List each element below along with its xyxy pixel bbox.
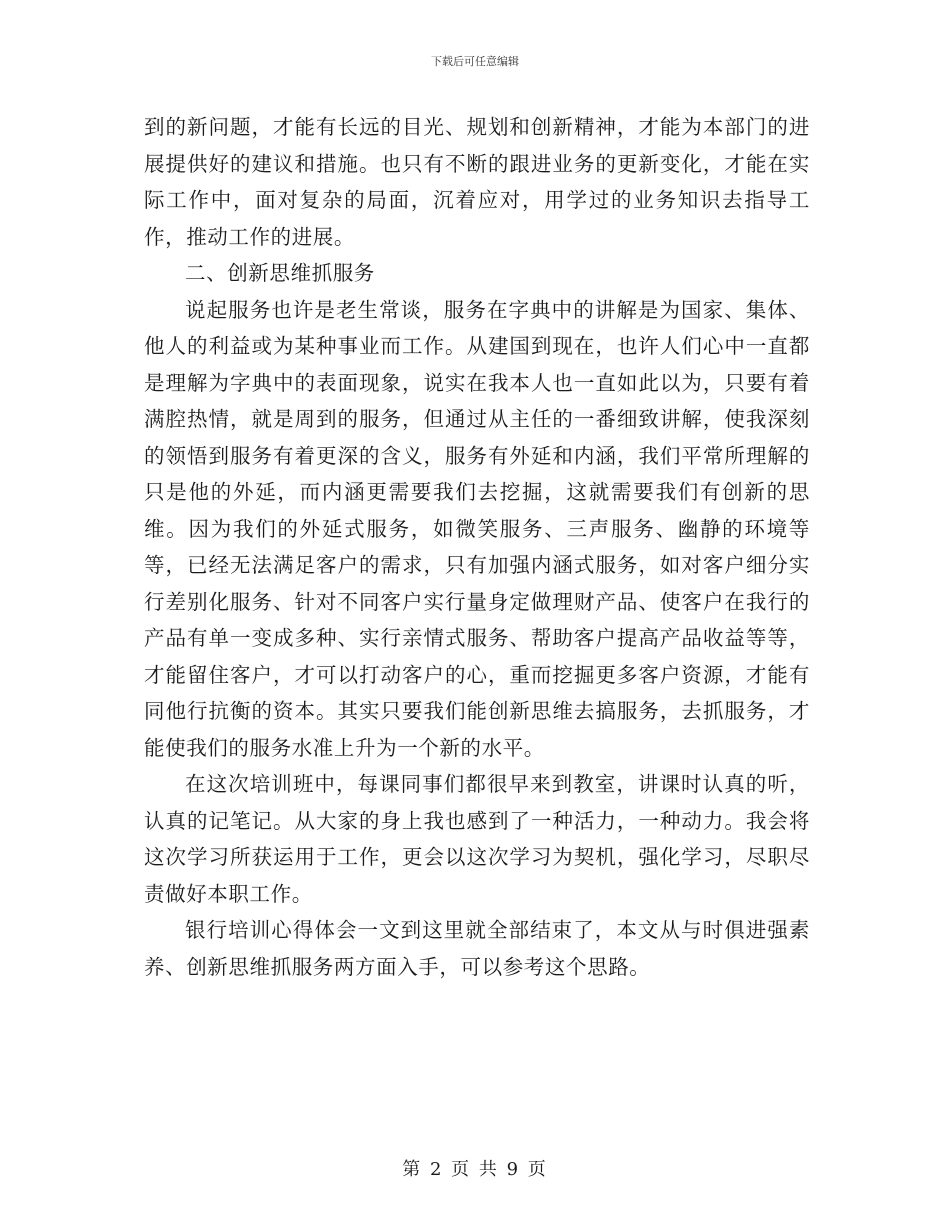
- paragraph: 说起服务也许是老生常谈，服务在字典中的讲解是为国家、集体、他人的利益或为某种事业而工作。从建国到现在，也许人们心中一直都是理解为字典中的表面现象，说实在我本人也一直如此以为，只要有着满腔热情，就是周到的服务，但通过从主任的一番细致讲解，使我深刻的领悟到服务有着更深的含义，服务有外延和内涵，我们平常所理解的只是他的外延，而内涵更需要我们去挖掘，这就需要我们有创新的思维。因为我们的外延式服务，如微笑服务、三声服务、幽静的环境等等，已经无法满足客户的需求，只有加强内涵式服务，如对客户细分实行差别化服务、针对不同客户实行量身定做理财产品、使客户在我行的产品有单一变成多种、实行亲情式服务、帮助客户提高产品收益等等，才能留住客户，才可以打动客户的心，重而挖掘更多客户资源，才能有同他行抗衡的资本。其实只要我们能创新思维去搞服务，去抓服务，才能使我们的服务水准上升为一个新的水平。: [144, 297, 810, 760]
- document-body: [144, 109, 810, 985]
- paragraph: 银行培训心得体会一文到这里就全部结束了，本文从与时俱进强素养、创新思维抓服务两方面入手，可以参考这个思路。: [144, 918, 810, 979]
- page-header: 下载后可任意编辑: [431, 55, 519, 68]
- section-heading: 二、创新思维抓服务: [185, 261, 375, 285]
- page-number: 第 2 页 共 9 页: [402, 1159, 548, 1180]
- paragraph: 在这次培训班中，每课同事们都很早来到教室，讲课时认真的听，认真的记笔记。从大家的身上我也感到了一种活力，一种动力。我会将这次学习所获运用于工作，更会以这次学习为契机，强化学习，尽职尽责做好本职工作。: [144, 772, 810, 906]
- paragraph: 到的新问题，才能有长远的目光、规划和创新精神，才能为本部门的进展提供好的建议和措施。也只有不断的跟进业务的更新变化，才能在实际工作中，面对复杂的局面，沉着应对，用学过的业务知识去指导工作，推动工作的进展。: [144, 115, 810, 249]
